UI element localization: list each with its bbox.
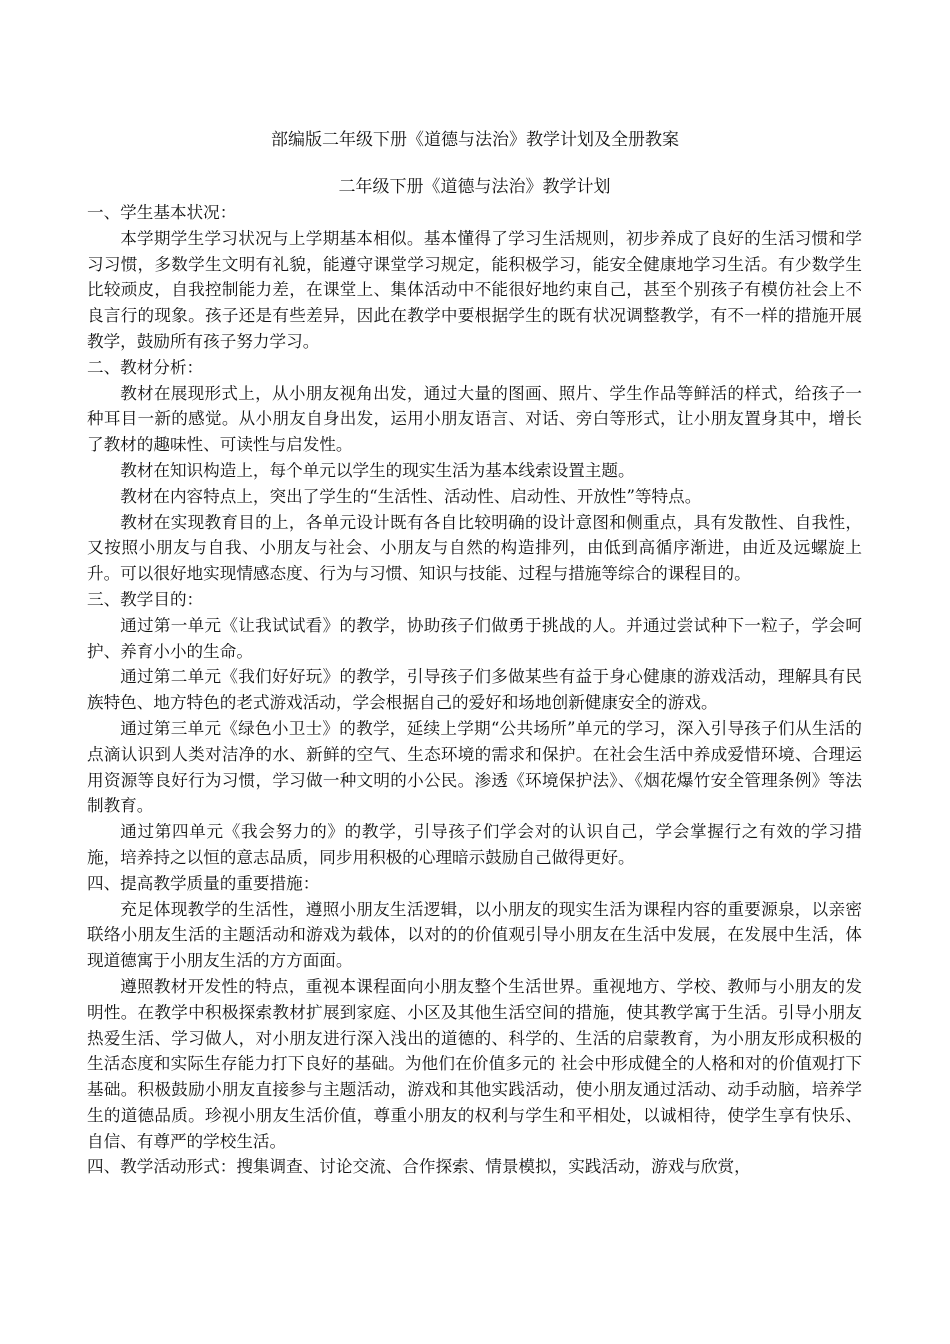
section-heading: 三、教学目的： [87, 589, 204, 609]
paragraph: 通过第四单元《我会努力的》的教学，引导孩子们学会对的认识自己，学会掌握行之有效的学习措施，培养持之以恒的意志品质，同步用积极的心理暗示鼓励自己做得更好。 [87, 822, 862, 867]
paragraph: 遵照教材开发性的特点，重视本课程面向小朋友整个生活世界。重视地方、学校、教师与小朋友的发明性。在教学中积极探索教材扩展到家庭、小区及其他生活空间的措施，使其教学寓于生活。引导小朋友热爱生活、学习做人，对小朋友进行深入浅出的道德的、科学的、生活的启蒙教育，为小朋友形成积极的生活态度和实际生存能力打下良好的基础。为他们在价值多元的 社会中形成健全的人格和对的价值观打下基础。积极鼓励小朋友直接参与主题活动，游戏和其他实践活动，使小朋友通过活动、动手动脑，培养学生的道德品质。珍视小朋友生活价值，尊重小朋友的权利与学生和平相处，以诚相待，使学生享有快乐、自信、有尊严的学校生活。 [87, 976, 862, 1151]
paragraph: 通过第二单元《我们好好玩》的教学，引导孩子们多做某些有益于身心健康的游戏活动，理解具有民族特色、地方特色的老式游戏活动，学会根据自己的爱好和场地创新健康安全的游戏。 [87, 667, 862, 713]
document-body [87, 174, 862, 1180]
section-heading: 四、教学活动形式：搜集调查、讨论交流、合作探索、情景模拟，实践活动，游戏与欣赏， [87, 1157, 751, 1177]
section-heading: 四、提高教学质量的重要措施： [87, 873, 320, 893]
document-title: 部编版二年级下册《道德与法治》教学计划及全册教案 [271, 130, 679, 150]
paragraph: 教材在展现形式上，从小朋友视角出发，通过大量的图画、照片、学生作品等鲜活的样式，给孩子一种耳目一新的感觉。从小朋友自身出发，运用小朋友语言、对话、旁白等形式，让小朋友置身其中，增长了教材的趣味性、可读性与启发性。 [87, 383, 862, 455]
document-subtitle: 二年级下册《道德与法治》教学计划 [338, 177, 611, 197]
paragraph: 本学期学生学习状况与上学期基本相似。基本懂得了学习生活规则，初步养成了良好的生活习惯和学习习惯，多数学生文明有礼貌，能遵守课堂学习规定，能积极学习，能安全健康地学习生活。有少数学生比较顽皮，自我控制能力差，在课堂上、集体活动中不能很好地约束自己，甚至个别孩子有模仿社会上不良言行的现象。孩子还是有些差异，因此在教学中要根据学生的既有状况调整教学，有不一样的措施开展教学，鼓励所有孩子努力学习。 [87, 228, 862, 351]
paragraph: 教材在知识构造上，每个单元以学生的现实生活为基本线索设置主题。 [120, 460, 635, 480]
paragraph: 充足体现教学的生活性，遵照小朋友生活逻辑，以小朋友的现实生活为课程内容的重要源泉，以亲密联络小朋友生活的主题活动和游戏为载体，以对的的价值观引导小朋友在生活中发展，在发展中生活，体现道德寓于小朋友生活的方方面面。 [87, 899, 862, 971]
section-heading: 二、教材分析： [87, 357, 204, 377]
paragraph: 通过第三单元《绿色小卫士》的教学，延续上学期“公共场所”单元的学习，深入引导孩子们从生活的点滴认识到人类对洁净的水、新鲜的空气、生态环境的需求和保护。在社会生活中养成爱惜环境、合理运用资源等良好行为习惯，学习做一种文明的小公民。渗透《环境保护法》、《烟花爆竹安全管理条例》等法制教育。 [87, 718, 862, 816]
paragraph: 通过第一单元《让我试试看》的教学，协助孩子们做勇于挑战的人。并通过尝试种下一粒子，学会呵护、养育小小的生命。 [87, 615, 862, 661]
section-heading: 一、学生基本状况： [87, 203, 237, 222]
paragraph: 教材在内容特点上，突出了学生的“生活性、活动性、启动性、开放性”等特点。 [120, 486, 702, 506]
paragraph: 教材在实现教育目的上，各单元设计既有各自比较明确的设计意图和侧重点，具有发散性、自我性，又按照小朋友与自我、小朋友与社会、小朋友与自然的构造排列，由低到高循序渐进，由近及远螺旋上升。可以很好地实现情感态度、行为与习惯、知识与技能、过程与措施等综合的课程目的。 [87, 512, 862, 584]
